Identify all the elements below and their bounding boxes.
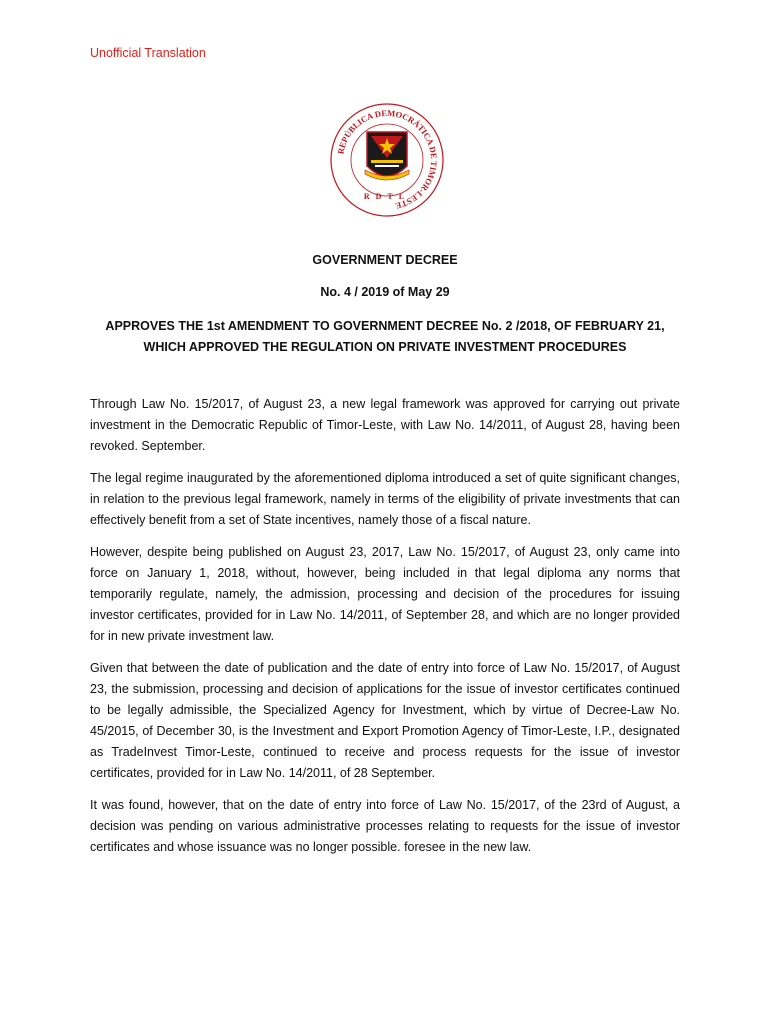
subtitle-line: APPROVES THE 1st AMENDMENT TO GOVERNMENT DECREE No. 2 /2018, OF FEBRUARY 21,	[105, 319, 665, 333]
document-body	[90, 394, 680, 869]
seal-ring-text: REPÚBLICA DEMOCRÁTICA DE TIMOR-LESTE	[335, 107, 440, 212]
paragraph: However, despite being published on August 23, 2017, Law No. 15/2017, of August 23, only came into force on January 1, 2018, without, however, being included in that legal diploma any norms that temporarily regulate, namely, the admission, processing and decision of the procedures for issuing investor certificates, provided for in Law No. 14/2011, of September 28, and which are no longer provided for in new private investment law.	[90, 545, 680, 643]
paragraph: The legal regime inaugurated by the aforementioned diploma introduced a set of quite significant changes, in relation to the previous legal framework, namely in terms of the eligibility of private investments that can effectively benefit from a set of State incentives, namely those of a fiscal nature.	[90, 471, 680, 527]
paragraph: Given that between the date of publication and the date of entry into force of Law No. 15/2017, of August 23, the submission, processing and decision of applications for the issue of investor certificates continued to be legally admissible, the Specialized Agency for Investment, which by virtue of Decree-Law No. 45/2015, of December 30, is the Investment and Export Promotion Agency of Timor-Leste, I.P., designated as TradeInvest Timor-Leste, continued to receive and process requests for the issue of investor certificates, provided for in Law No. 14/2011, of 28 September.	[90, 661, 680, 780]
paragraph: Through Law No. 15/2017, of August 23, a new legal framework was approved for carrying out private investment in the Democratic Republic of Timor-Leste, with Law No. 14/2011, of August 28, having been revoked. September.	[90, 397, 680, 453]
national-coat-of-arms-seal-icon	[327, 100, 447, 220]
paragraph: It was found, however, that on the date of entry into force of Law No. 15/2017, of the 23rd of August, a decision was pending on various administrative processes relating to requests for the issue of investor certificates and whose issuance was no longer possible. foresee in the new law.	[90, 798, 680, 854]
seal-caption: RDTL	[363, 192, 411, 201]
document-subtitle	[90, 316, 680, 358]
subtitle-line: WHICH APPROVED THE REGULATION ON PRIVATE INVESTMENT PROCEDURES	[143, 340, 627, 354]
document-title: GOVERNMENT DECREE	[312, 253, 458, 267]
unofficial-translation-note: Unofficial Translation	[90, 46, 206, 60]
document-number: No. 4 / 2019 of May 29	[320, 285, 450, 299]
